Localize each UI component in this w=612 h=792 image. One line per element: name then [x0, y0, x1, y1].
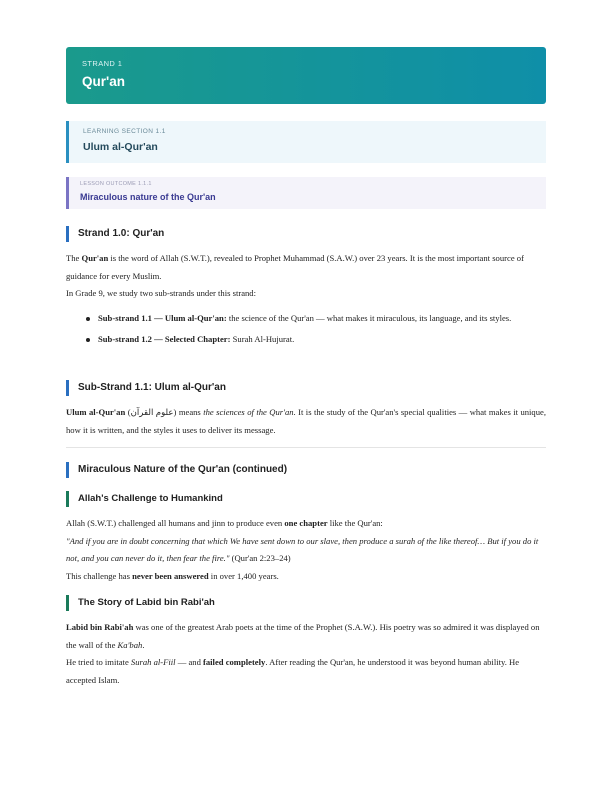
substrand-heading: Sub-Strand 1.1: Ulum al-Qur'an — [66, 380, 226, 396]
learning-section-title: Ulum al-Qur'an — [83, 141, 158, 153]
intro-substrand-line: In Grade 9, we study two sub-strands under this strand: — [66, 288, 256, 298]
quran-bold: Qur'an — [81, 253, 109, 263]
learning-section-box — [66, 121, 546, 163]
challenge-paragraph: Allah (S.W.T.) challenged all humans and jinn to produce even one chapter like the Qur'an: "And if you are in doubt concerning that which We have sent down to our slave, then produce a surah of the like thereof… But if you do it not, and you can never do it, then fear the fire." (Qur'an 2:23–24) This challenge has never been answered in over 1,400 years. — [66, 518, 539, 581]
strand-heading: Strand 1.0: Qur'an — [66, 226, 164, 242]
bullet-icon — [86, 317, 90, 321]
strand-banner — [66, 47, 546, 104]
ulum-paragraph: Ulum al-Qur'an (علوم القرآن) means the sciences of the Qur'an. It is the study of the Qur'an's special qualities — what makes it unique, how it is written, and the styles it uses to deliver its message. — [66, 407, 546, 435]
strand-kicker: STRAND 1 — [82, 59, 123, 68]
lesson-outcome-kicker: LESSON OUTCOME 1.1.1 — [80, 181, 152, 187]
labid-heading: The Story of Labid bin Rabi'ah — [66, 595, 215, 611]
substrand-list — [86, 310, 546, 351]
challenge-heading: Allah's Challenge to Humankind — [66, 491, 223, 507]
intro-paragraph: The Qur'an is the word of Allah (S.W.T.), revealed to Prophet Muhammad (S.A.W.) over 23 years. It is the most important source of guidance for every Muslim. — [66, 253, 524, 281]
labid-paragraph: Labid bin Rabi'ah was one of the greatest Arab poets at the time of the Prophet (S.A.W.). His poetry was so admired it was displayed on the wall of the Ka'bah. He tried to imitate Surah al-Fiil — and failed completely. After reading the Qur'an, he understood it was beyond human ability. He accepted Islam. — [66, 622, 540, 685]
list-item: Sub-strand 1.2 — Selected Chapter: Surah Al-Hujurat. — [86, 331, 546, 349]
quran-quote: "And if you are in doubt concerning that which We have sent down to our slave, then produce a surah of the like thereof… But if you do it not, and you can never do it, then fear the fire." — [66, 535, 539, 563]
lesson-outcome-title: Miraculous nature of the Qur'an — [80, 192, 216, 202]
bullet-icon — [86, 338, 90, 342]
list-item: Sub-strand 1.1 — Ulum al-Qur'an: the science of the Qur'an — what makes it miraculous, its language, and its styles. — [86, 310, 546, 328]
section-divider — [66, 447, 546, 448]
continued-heading: Miraculous Nature of the Qur'an (continued) — [66, 462, 287, 478]
lesson-outcome-box — [66, 177, 546, 209]
strand-title: Qur'an — [82, 74, 125, 89]
learning-section-kicker: LEARNING SECTION 1.1 — [83, 128, 166, 135]
